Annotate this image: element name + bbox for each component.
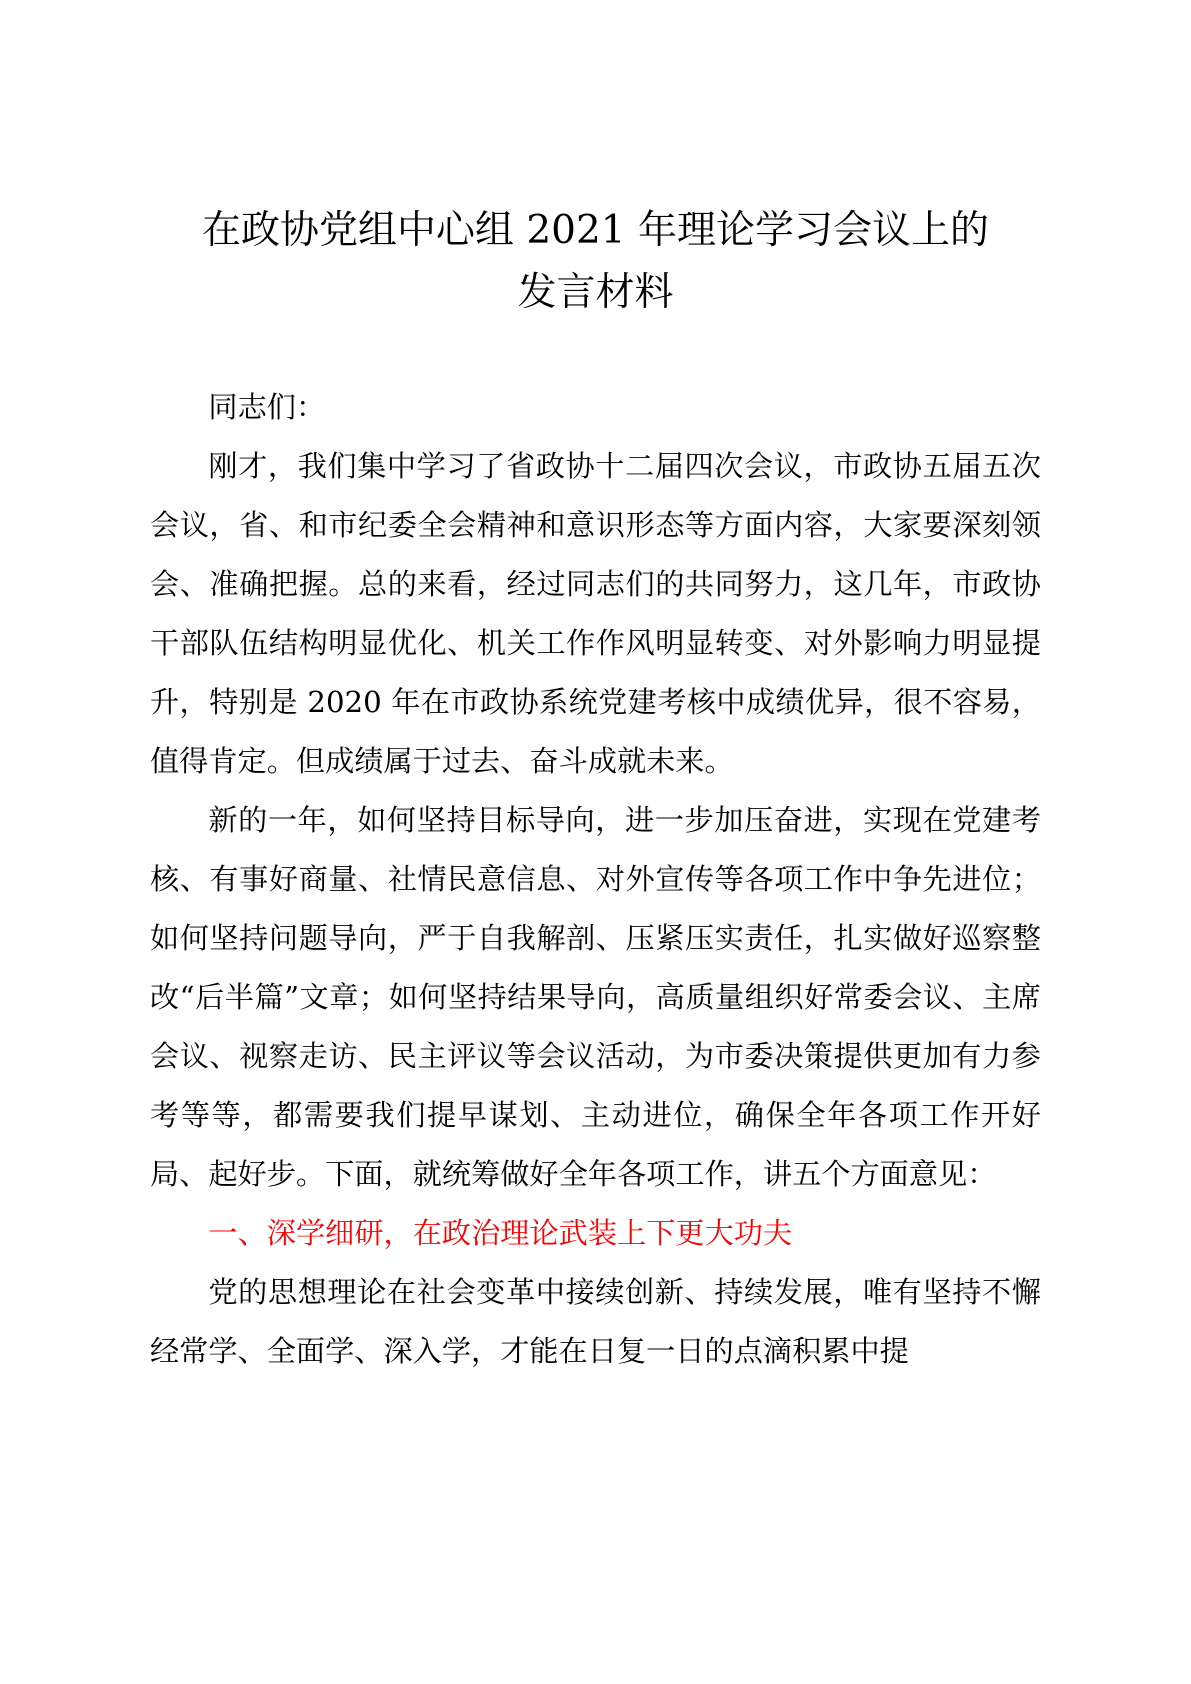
paragraph-1: 刚才，我们集中学习了省政协十二届四次会议，市政协五届五次会议，省、和市纪委全会精神和意识形态等方面内容，大家要深刻领会、准确把握。总的来看，经过同志们的共同努力，这几年，市政协干部队伍结构明显优化、机关工作作风明显转变、对外影响力明显提升，特别是 2020 年在市政协系统党建考核中成绩优异，很不容易，值得肯定。但成绩属于过去、奋斗成就未来。 — [150, 449, 1041, 778]
section-heading-1: 一、深学细研，在政治理论武装上下更大功夫 — [208, 1216, 793, 1250]
salutation: 同志们： — [208, 390, 326, 424]
paragraph-2: 新的一年，如何坚持目标导向，进一步加压奋进，实现在党建考核、有事好商量、社情民意信息、对外宣传等各项工作中争先进位；如何坚持问题导向，严于自我解剖、压紧压实责任，扎实做好巡察整改“后半篇”文章；如何坚持结果导向，高质量组织好常委会议、主席会议、视察走访、民主评议等会议活动，为市委决策提供更加有力参考等等，都需要我们提早谋划、主动进位，确保全年各项工作开好局、起好步。下面，就统筹做好全年各项工作，讲五个方面意见： — [150, 803, 1041, 1191]
document-body — [150, 378, 1041, 1381]
document-title-line-2: 发言材料 — [517, 270, 674, 315]
document-title-line-1: 在政协党组中心组 2021 年理论学习会议上的 — [201, 208, 990, 253]
paragraph-3: 党的思想理论在社会变革中接续创新、持续发展，唯有坚持不懈经常学、全面学、深入学，才能在日复一日的点滴积累中提 — [150, 1275, 1041, 1368]
